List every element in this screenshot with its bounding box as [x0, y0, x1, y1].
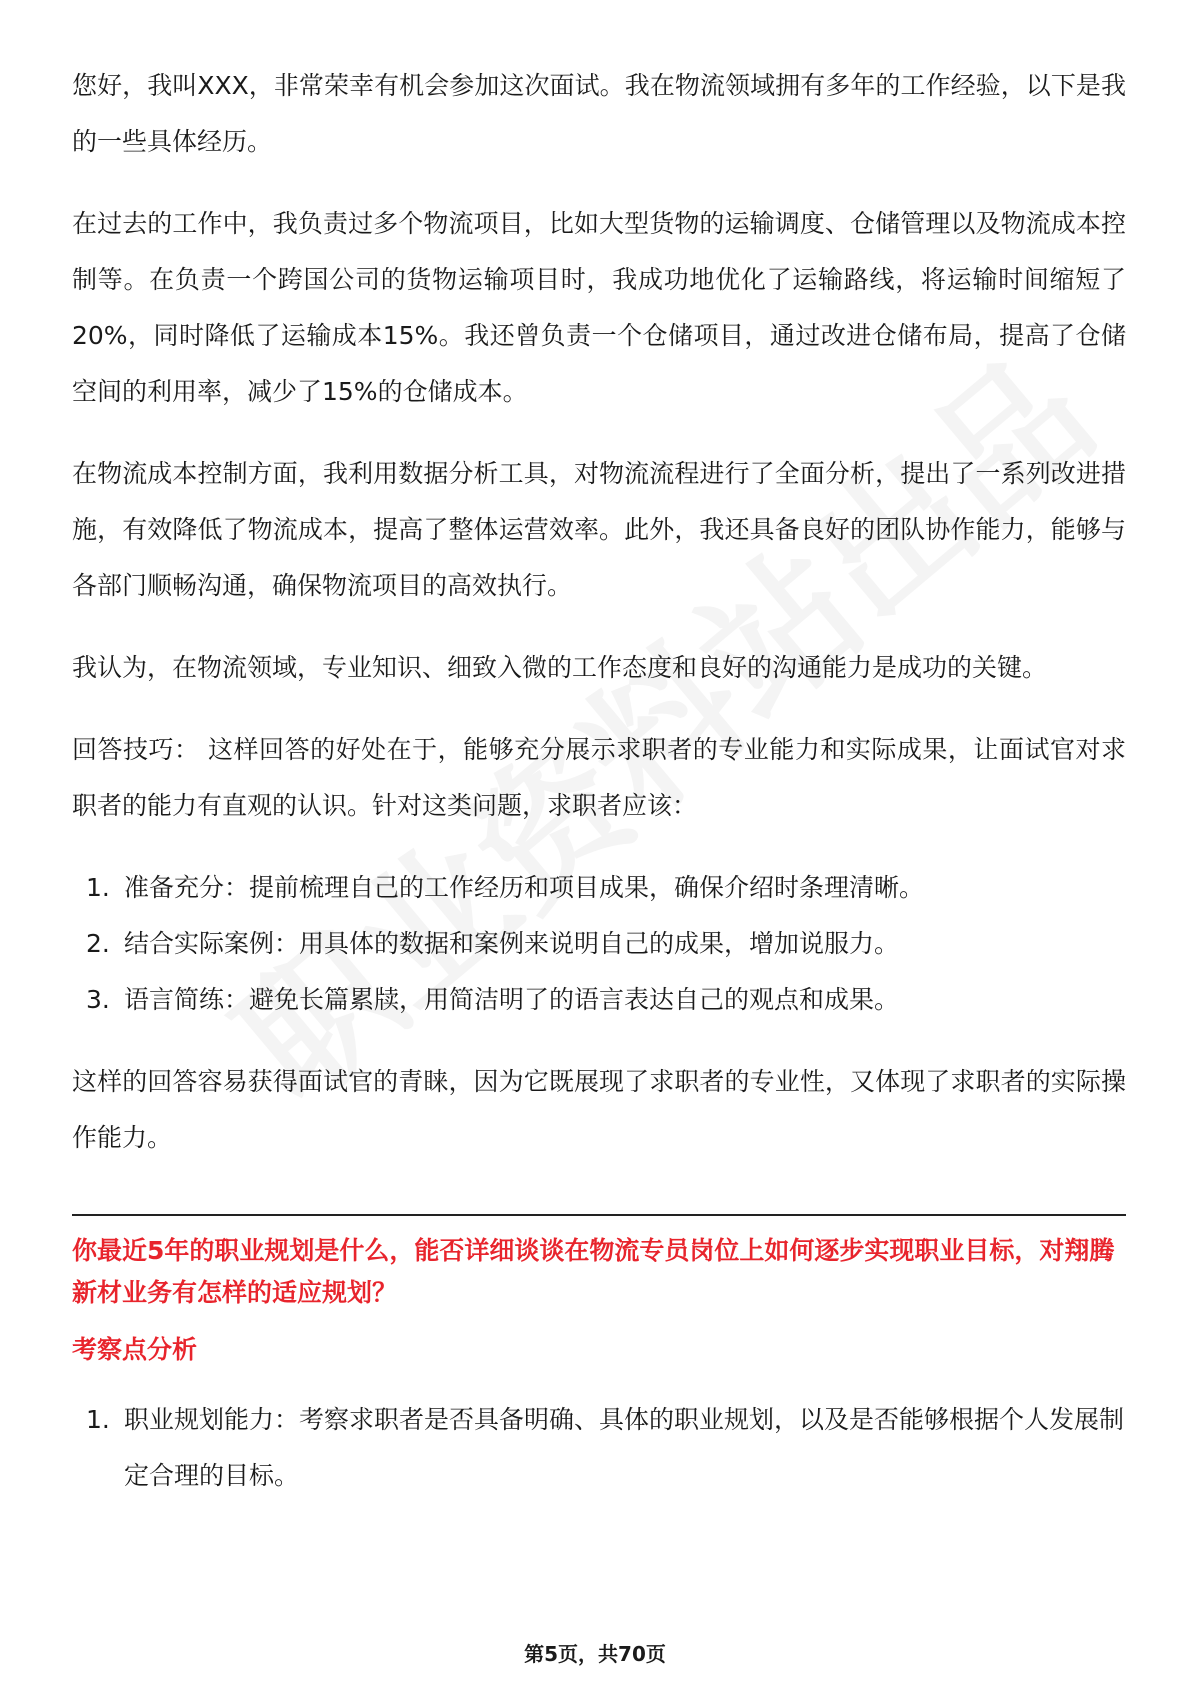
list-number: 2.: [86, 929, 110, 958]
paragraph-opinion: 我认为，在物流领域，专业知识、细致入微的工作态度和良好的沟通能力是成功的关键。: [72, 653, 1048, 682]
list-item: [72, 972, 1126, 1028]
analysis-heading: 考察点分析: [72, 1335, 198, 1364]
paragraph-intro: 您好，我叫XXX，非常荣幸有机会参加这次面试。我在物流领域拥有多年的工作经验，以下是我的一些具体经历。: [72, 71, 1126, 156]
document-page: [72, 58, 1126, 1530]
paragraph-answer-tips: 回答技巧： 这样回答的好处在于，能够充分展示求职者的专业能力和实际成果，让面试官对求职者的能力有直观的认识。针对这类问题，求职者应该：: [72, 735, 1126, 820]
section-divider: [72, 1214, 1126, 1216]
interview-question: 你最近5年的职业规划是什么，能否详细谈谈在物流专员岗位上如何逐步实现职业目标，对翔腾新材业务有怎样的适应规划？: [72, 1236, 1115, 1307]
page-number: 第5页，共70页: [524, 1642, 666, 1666]
list-text: 准备充分：提前梳理自己的工作经历和项目成果，确保介绍时条理清晰。: [124, 873, 925, 902]
paragraph-experience: 在过去的工作中，我负责过多个物流项目，比如大型货物的运输调度、仓储管理以及物流成本控制等。在负责一个跨国公司的货物运输项目时，我成功地优化了运输路线，将运输时间缩短了20%，同时降低了运输成本15%。我还曾负责一个仓储项目，通过改进仓储布局，提高了仓储空间的利用率，减少了15%的仓储成本。: [72, 209, 1126, 406]
analysis-list: [72, 1392, 1126, 1504]
list-number: 1.: [86, 1405, 110, 1434]
tips-list: [72, 860, 1126, 1028]
list-text: 语言简练：避免长篇累牍，用简洁明了的语言表达自己的观点和成果。: [124, 985, 900, 1014]
list-text: 职业规划能力：考察求职者是否具备明确、具体的职业规划，以及是否能够根据个人发展制定合理的目标。: [124, 1405, 1125, 1490]
list-item: [72, 1392, 1126, 1504]
list-number: 3.: [86, 985, 110, 1014]
paragraph-closing: 这样的回答容易获得面试官的青睐，因为它既展现了求职者的专业性，又体现了求职者的实际操作能力。: [72, 1067, 1126, 1152]
list-item: [72, 916, 1126, 972]
paragraph-cost-control: 在物流成本控制方面，我利用数据分析工具，对物流流程进行了全面分析，提出了一系列改进措施，有效降低了物流成本，提高了整体运营效率。此外，我还具备良好的团队协作能力，能够与各部门顺畅沟通，确保物流项目的高效执行。: [72, 459, 1126, 600]
list-item: [72, 860, 1126, 916]
list-number: 1.: [86, 873, 110, 902]
list-text: 结合实际案例：用具体的数据和案例来说明自己的成果，增加说服力。: [124, 929, 900, 958]
